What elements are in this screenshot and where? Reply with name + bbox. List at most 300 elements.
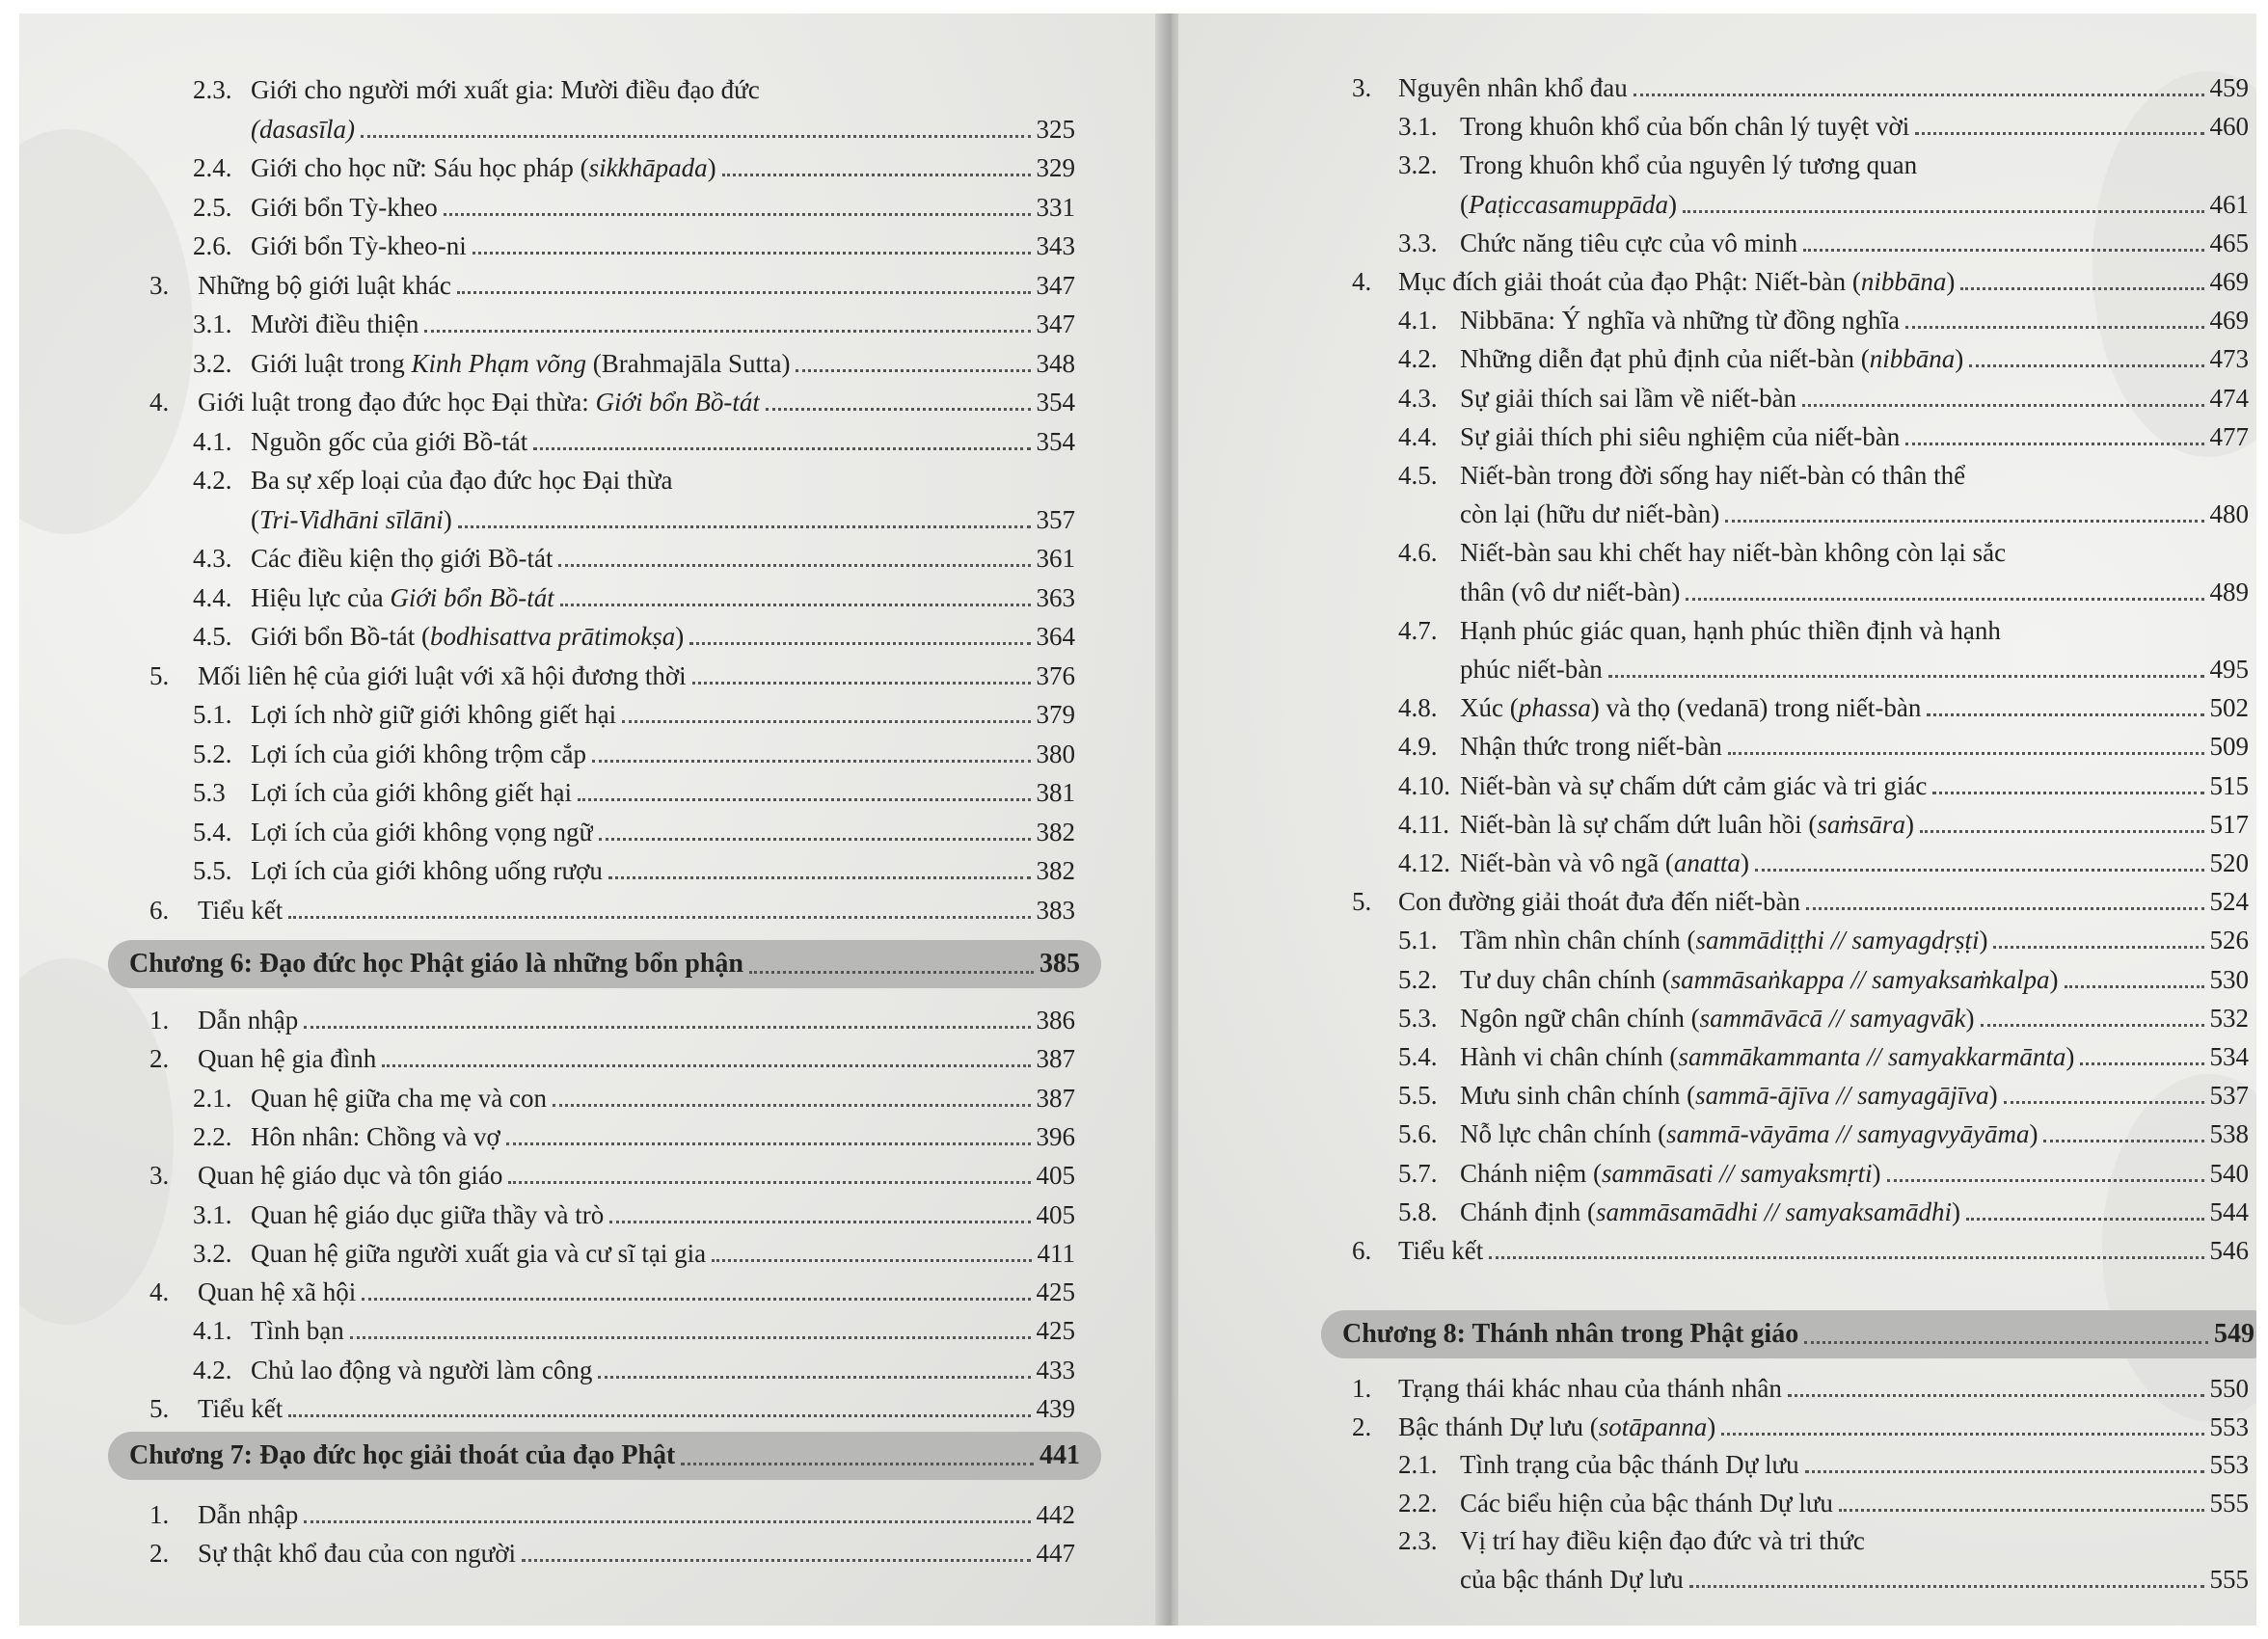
toc-entry-number: 2.1. — [193, 1083, 232, 1113]
toc-entry-page: 459 — [2209, 73, 2249, 102]
toc-entry-page: 520 — [2209, 848, 2249, 877]
toc-entry[interactable] — [193, 1193, 1075, 1231]
toc-entry-number: 5.3 — [193, 778, 226, 807]
toc-entry[interactable] — [193, 185, 1075, 224]
chapter-page: 549 — [2214, 1319, 2254, 1349]
toc-entry-number: 2.1. — [1398, 1450, 1438, 1479]
dot-leader — [622, 718, 1030, 723]
dot-leader — [362, 1296, 1030, 1301]
toc-entry-page: 442 — [1036, 1500, 1075, 1529]
toc-entry[interactable] — [1398, 104, 2249, 143]
toc-entry-number: 1. — [149, 1006, 170, 1034]
toc-entry-title: Lợi ích của giới không giết hại — [251, 778, 572, 807]
dot-leader — [1915, 130, 2203, 135]
toc-entry-page: 433 — [1036, 1355, 1075, 1384]
toc-entry-number: 4.10. — [1398, 770, 1450, 800]
toc-entry-number: 2.2. — [1398, 1488, 1438, 1518]
toc-entry-title: Chức năng tiêu cực của vô minh — [1460, 228, 1798, 257]
chapter-heading[interactable] — [108, 940, 1101, 988]
toc-entry-number: 4.9. — [1398, 732, 1438, 762]
toc-entry-page: 534 — [2209, 1042, 2249, 1071]
toc-entry-number: 5.2. — [193, 739, 232, 768]
toc-entry[interactable] — [149, 380, 1075, 418]
toc-entry-page: 347 — [1036, 270, 1075, 300]
dot-leader — [1608, 673, 2204, 678]
toc-entry-title: Ngôn ngữ chân chính (sammāvācā // samyagvāk) — [1460, 1003, 1975, 1033]
toc-entry-number: 1. — [1352, 1374, 1372, 1403]
toc-entry[interactable] — [1398, 724, 2249, 763]
toc-entry-title: Nguồn gốc của giới Bồ-tát — [251, 426, 528, 456]
right-page — [1178, 13, 2256, 1626]
toc-entry[interactable] — [1398, 1034, 2249, 1073]
toc-entry-page: 495 — [2209, 655, 2249, 684]
toc-entry-continuation[interactable] — [1460, 492, 2249, 530]
toc-entry-page: 387 — [1036, 1044, 1075, 1074]
toc-entry[interactable] — [193, 1348, 1075, 1386]
dot-leader — [508, 1179, 1030, 1184]
toc-entry-page: 348 — [1036, 348, 1075, 378]
toc-entry-title: Giới bổn Tỳ-kheo — [251, 192, 438, 222]
dot-leader — [288, 914, 1030, 919]
toc-entry-number: 6. — [149, 895, 170, 925]
toc-entry[interactable] — [1398, 143, 2249, 181]
toc-entry-page: 387 — [1036, 1083, 1075, 1113]
toc-entry-title: Chánh niệm (sammāsati // samyaksmṛti) — [1460, 1158, 1881, 1188]
toc-entry-page: 480 — [2209, 499, 2249, 529]
toc-entry-page: 343 — [1036, 231, 1075, 260]
toc-entry[interactable] — [1352, 259, 2249, 298]
toc-entry[interactable] — [1398, 1073, 2249, 1112]
toc-entry-title: của bậc thánh Dự lưu — [1460, 1564, 1684, 1594]
toc-entry-number: 4.7. — [1398, 615, 1438, 645]
dot-leader — [1721, 1431, 2203, 1436]
toc-entry-number: 5. — [149, 1394, 170, 1423]
toc-entry-page: 396 — [1036, 1121, 1075, 1151]
toc-entry-number: 5.8. — [1398, 1196, 1438, 1226]
toc-entry-number: 3.2. — [193, 348, 232, 378]
toc-entry-page: 526 — [2209, 926, 2249, 955]
toc-entry[interactable] — [193, 614, 1075, 653]
dot-leader — [2004, 1099, 2204, 1104]
dot-leader — [304, 1024, 1030, 1029]
toc-entry-title: Chủ lao động và người làm công — [251, 1355, 593, 1384]
toc-entry-number: 5.3. — [1398, 1003, 1438, 1033]
toc-entry[interactable] — [1398, 1190, 2249, 1228]
dot-leader — [457, 289, 1031, 294]
toc-entry[interactable] — [149, 1270, 1075, 1308]
toc-entry-page: 383 — [1036, 895, 1075, 925]
toc-entry-title: Tình trạng của bậc thánh Dự lưu — [1460, 1450, 1799, 1479]
toc-entry-page: 553 — [2209, 1450, 2249, 1479]
toc-entry[interactable] — [1398, 802, 2249, 841]
toc-entry-page: 347 — [1036, 309, 1075, 338]
toc-entry-page: 439 — [1036, 1394, 1075, 1423]
dot-leader — [560, 602, 1031, 606]
toc-entry[interactable] — [149, 263, 1075, 302]
toc-entry[interactable] — [193, 341, 1075, 380]
toc-entry-page: 546 — [2209, 1236, 2249, 1265]
toc-entry[interactable] — [1398, 1151, 2249, 1190]
toc-entry-page: 425 — [1036, 1277, 1075, 1307]
dot-leader — [1803, 247, 2203, 252]
toc-entry[interactable] — [193, 302, 1075, 340]
toc-entry-title: Sự giải thích sai lầm về niết-bàn — [1460, 383, 1797, 413]
toc-entry-title: Tiểu kết — [198, 1394, 284, 1423]
toc-entry-title: Tầm nhìn chân chính (sammādiṭṭhi // samyagdṛṣṭi) — [1460, 926, 1988, 955]
dot-leader — [1993, 944, 2203, 949]
toc-entry-title: Chánh định (sammāsamādhi // samyaksamādhi) — [1460, 1196, 1960, 1226]
toc-entry[interactable] — [193, 146, 1075, 184]
toc-entry-page: 544 — [2209, 1196, 2249, 1226]
toc-entry-title: Hiệu lực của Giới bổn Bồ-tát — [251, 582, 554, 612]
toc-entry-title: Lợi ích của giới không trộm cắp — [251, 739, 586, 768]
toc-entry[interactable] — [1398, 685, 2249, 724]
toc-entry-title: Quan hệ gia đình — [198, 1044, 377, 1074]
toc-entry-number: 2.3. — [1398, 1526, 1438, 1555]
toc-entry-number: 5.7. — [1398, 1158, 1438, 1188]
toc-entry[interactable] — [193, 67, 1075, 106]
toc-entry-page: 381 — [1036, 778, 1075, 807]
toc-entry-page: 363 — [1036, 582, 1075, 612]
toc-entry-title: Quan hệ giữa người xuất gia và cư sĩ tại gia — [251, 1238, 707, 1268]
toc-entry-title: Lợi ích của giới không uống rượu — [251, 856, 603, 885]
dot-leader — [1920, 828, 2204, 833]
dot-leader — [749, 969, 1034, 974]
toc-entry-title: Trong khuôn khổ của bốn chân lý tuyệt vời — [1460, 112, 1910, 142]
dot-leader — [2080, 1061, 2203, 1065]
toc-entry[interactable] — [193, 848, 1075, 887]
toc-entry[interactable] — [193, 1231, 1075, 1270]
toc-entry[interactable] — [193, 576, 1075, 614]
toc-entry-page: 477 — [2209, 421, 2249, 451]
toc-entry-number: 2. — [149, 1044, 170, 1074]
dot-leader — [592, 758, 1031, 763]
toc-entry-page: 357 — [1036, 504, 1075, 534]
dot-leader — [692, 680, 1031, 685]
toc-entry-page: 469 — [2209, 267, 2249, 296]
toc-entry-page: 447 — [1036, 1539, 1075, 1568]
toc-entry[interactable] — [149, 998, 1075, 1036]
dot-leader — [1927, 712, 2203, 716]
toc-entry-title: Giới bổn Tỳ-kheo-ni — [251, 231, 467, 260]
dot-leader — [350, 1334, 1031, 1339]
toc-entry[interactable] — [193, 770, 1075, 809]
toc-entry-title: Niết-bàn sau khi chết hay niết-bàn không còn lại sắc — [1460, 538, 2007, 568]
toc-entry-page: 474 — [2209, 383, 2249, 413]
toc-entry[interactable] — [1398, 415, 2249, 453]
toc-entry-number: 3. — [149, 270, 170, 300]
toc-entry-number: 5.4. — [1398, 1042, 1438, 1071]
toc-entry-number: 3.2. — [1398, 150, 1438, 180]
dot-leader — [766, 406, 1031, 411]
toc-entry-number: 4.2. — [193, 1355, 232, 1384]
toc-entry-title: Giới luật trong đạo đức học Đại thừa: Giới bổn Bồ-tát — [198, 388, 760, 416]
toc-entry-number: 2.2. — [193, 1121, 232, 1151]
dot-leader — [1802, 402, 2203, 407]
toc-entry[interactable] — [193, 692, 1075, 731]
toc-entry-number: 3.2. — [193, 1238, 232, 1268]
toc-entry-page: 540 — [2209, 1158, 2249, 1188]
toc-entry[interactable] — [149, 1492, 1075, 1531]
toc-entry-page: 361 — [1036, 544, 1075, 573]
toc-entry-page: 325 — [1036, 114, 1075, 144]
toc-entry-continuation[interactable] — [1460, 1557, 2249, 1596]
toc-entry-page: 555 — [2209, 1488, 2249, 1518]
dot-leader — [712, 1257, 1031, 1262]
toc-entry[interactable] — [149, 1531, 1075, 1570]
toc-entry-title: thân (vô dư niết-bàn) — [1460, 577, 1681, 606]
toc-entry-page: 538 — [2209, 1119, 2249, 1149]
toc-entry-page: 405 — [1036, 1161, 1075, 1191]
dot-leader — [533, 445, 1030, 450]
toc-entry-page: 537 — [2209, 1081, 2249, 1111]
toc-entry-title: (Tri-Vidhāni sīlāni) — [251, 504, 452, 534]
toc-entry-number: 2.6. — [193, 231, 232, 260]
toc-entry-number: 3.1. — [1398, 112, 1438, 142]
toc-entry[interactable] — [1398, 764, 2249, 802]
dot-leader — [1788, 1392, 2204, 1397]
toc-entry[interactable] — [1398, 841, 2249, 879]
toc-entry-page: 405 — [1036, 1199, 1075, 1229]
toc-entry-continuation[interactable] — [1460, 647, 2249, 685]
dot-leader — [1887, 1177, 2204, 1182]
toc-entry[interactable] — [193, 536, 1075, 575]
dot-leader — [1966, 1216, 2204, 1221]
toc-entry-page: 364 — [1036, 622, 1075, 651]
toc-entry-title: Niết-bàn trong đời sống hay niết-bàn có thân thể — [1460, 461, 1966, 490]
toc-entry-title: Trong khuôn khổ của nguyên lý tương quan — [1460, 150, 1918, 180]
toc-entry-page: 502 — [2209, 693, 2249, 723]
toc-entry-title: Quan hệ giữa cha mẹ và con — [251, 1083, 548, 1113]
toc-entry[interactable] — [1352, 1228, 2249, 1267]
toc-entry-number: 2. — [1352, 1411, 1372, 1441]
toc-entry-page: 376 — [1036, 660, 1075, 690]
toc-entry[interactable] — [1398, 1112, 2249, 1150]
toc-entry[interactable] — [1398, 298, 2249, 336]
toc-entry-number: 2. — [149, 1539, 170, 1568]
toc-entry-number: 4. — [1352, 267, 1372, 296]
toc-entry-page: 473 — [2209, 344, 2249, 374]
dot-leader — [1755, 867, 2204, 872]
toc-entry-title: Bậc thánh Dự lưu (sotāpanna) — [1398, 1411, 1716, 1441]
toc-entry-title: Sự thật khổ đau của con người — [198, 1539, 516, 1568]
toc-entry-title: Tiểu kết — [1398, 1236, 1484, 1265]
toc-entry[interactable] — [193, 1076, 1075, 1115]
toc-entry[interactable] — [1398, 957, 2249, 996]
toc-entry[interactable] — [149, 1153, 1075, 1192]
toc-entry-number: 4.5. — [193, 622, 232, 651]
toc-entry-number: 5.1. — [1398, 926, 1438, 955]
toc-entry-number: 5. — [1352, 887, 1372, 917]
toc-entry-number: 4.3. — [1398, 383, 1438, 413]
dot-leader — [2065, 983, 2204, 988]
toc-entry-page: 532 — [2209, 1003, 2249, 1033]
dot-leader — [599, 836, 1030, 841]
toc-entry-title: Những bộ giới luật khác — [198, 270, 451, 300]
toc-entry-page: 515 — [2209, 770, 2249, 800]
toc-entry[interactable] — [1398, 453, 2249, 492]
toc-entry-number: 3. — [149, 1161, 170, 1191]
toc-entry[interactable] — [1398, 918, 2249, 956]
dot-leader — [1686, 596, 2203, 601]
toc-entry[interactable] — [1352, 879, 2249, 918]
toc-entry[interactable] — [1352, 1405, 2249, 1443]
dot-leader — [1805, 1468, 2204, 1473]
toc-entry-page: 460 — [2209, 112, 2249, 142]
toc-entry-number: 2.3. — [193, 75, 232, 104]
toc-entry-page: 469 — [2209, 306, 2249, 336]
dot-leader — [558, 562, 1030, 567]
toc-entry-title: Nhận thức trong niết-bàn — [1460, 732, 1722, 762]
toc-entry-title: còn lại (hữu dư niết-bàn) — [1460, 499, 1720, 529]
dot-leader — [1981, 1022, 2204, 1027]
chapter-page: 441 — [1040, 1440, 1080, 1470]
toc-entry-page: 530 — [2209, 964, 2249, 994]
toc-entry[interactable] — [1398, 376, 2249, 415]
dot-leader — [2043, 1138, 2203, 1142]
toc-entry-title: Giới luật trong Kinh Phạm võng (Brahmajāla Sutta) — [251, 348, 791, 378]
dot-leader — [609, 1219, 1030, 1223]
toc-entry-number: 4. — [149, 1277, 170, 1307]
toc-entry-title: Các điều kiện thọ giới Bồ-tát — [251, 544, 554, 573]
toc-entry-number: 6. — [1352, 1236, 1372, 1265]
toc-entry-page: 553 — [2209, 1411, 2249, 1441]
toc-entry[interactable] — [1398, 1481, 2249, 1519]
toc-entry-title: Con đường giải thoát đưa đến niết-bàn — [1398, 887, 1800, 917]
toc-entry[interactable] — [193, 419, 1075, 458]
toc-entry[interactable] — [1398, 608, 2249, 647]
toc-entry-title: Tiểu kết — [198, 895, 284, 925]
toc-entry[interactable] — [149, 1036, 1075, 1075]
page-ornament — [19, 129, 193, 534]
toc-entry[interactable] — [1398, 336, 2249, 375]
dot-leader — [444, 211, 1031, 216]
dot-leader — [1489, 1254, 2203, 1259]
toc-entry-number: 5.2. — [1398, 964, 1438, 994]
toc-entry-page: 550 — [2209, 1374, 2249, 1403]
dot-leader — [1839, 1507, 2204, 1512]
toc-entry-title: Lợi ích của giới không vọng ngữ — [251, 817, 594, 846]
toc-entry-title: Giới cho người mới xuất gia: Mười điều đạo đức — [251, 75, 760, 104]
toc-entry-page: 461 — [2209, 189, 2249, 219]
toc-entry[interactable] — [1398, 1442, 2249, 1481]
toc-entry-title: Mục đích giải thoát của đạo Phật: Niết-bàn (nibbāna) — [1398, 267, 1956, 296]
toc-entry[interactable] — [193, 458, 1075, 497]
dot-leader — [1969, 363, 2203, 367]
toc-entry-title: Mưu sinh chân chính (sammā-ājīva // samyagājīva) — [1460, 1081, 1998, 1111]
toc-entry-continuation[interactable] — [1460, 182, 2249, 221]
toc-entry-title: phúc niết-bàn — [1460, 655, 1603, 684]
dot-leader — [1634, 92, 2204, 96]
chapter-heading[interactable] — [108, 1432, 1101, 1480]
toc-entry-title: Trạng thái khác nhau của thánh nhân — [1398, 1374, 1782, 1403]
toc-entry[interactable] — [149, 1386, 1075, 1425]
toc-entry[interactable] — [149, 888, 1075, 927]
toc-entry-page: 425 — [1036, 1316, 1075, 1346]
toc-entry-title: Giới bổn Bồ-tát (bodhisattva prātimokṣa) — [251, 622, 685, 651]
toc-entry-continuation[interactable] — [1460, 570, 2249, 608]
toc-entry-page: 411 — [1037, 1238, 1075, 1268]
dot-leader — [1905, 441, 2203, 445]
dot-leader — [304, 1518, 1030, 1523]
toc-entry-page: 517 — [2209, 809, 2249, 839]
toc-entry-title: Hôn nhân: Chồng và vợ — [251, 1121, 500, 1151]
toc-entry[interactable] — [1352, 1366, 2249, 1405]
toc-entry-title: Tình bạn — [251, 1316, 344, 1346]
chapter-heading[interactable] — [1321, 1310, 2256, 1358]
dot-leader — [1683, 208, 2204, 213]
toc-entry-number: 4.12. — [1398, 848, 1450, 877]
toc-entry[interactable] — [193, 732, 1075, 770]
toc-entry[interactable] — [1398, 221, 2249, 259]
dot-leader — [506, 1141, 1031, 1145]
toc-entry-page: 382 — [1036, 856, 1075, 885]
dot-leader — [1806, 905, 2204, 910]
dot-leader — [722, 172, 1031, 176]
toc-entry-continuation[interactable] — [251, 107, 1075, 146]
toc-entry-page: 380 — [1036, 739, 1075, 768]
dot-leader — [553, 1102, 1030, 1107]
toc-entry[interactable] — [193, 224, 1075, 262]
toc-entry[interactable] — [1398, 1518, 2249, 1557]
toc-entry-number: 4.6. — [1398, 538, 1438, 568]
dot-leader — [598, 1374, 1030, 1379]
toc-entry-number: 2.4. — [193, 153, 232, 182]
toc-entry-number: 3.3. — [1398, 228, 1438, 257]
toc-entry[interactable] — [193, 810, 1075, 848]
toc-entry-number: 4.1. — [193, 1316, 232, 1346]
toc-entry-title: Sự giải thích phi siêu nghiệm của niết-bàn — [1460, 421, 1901, 451]
toc-entry-number: 4.3. — [193, 544, 232, 573]
toc-entry-title: Dẫn nhập — [198, 1006, 299, 1034]
toc-entry[interactable] — [1398, 530, 2249, 569]
left-page — [19, 13, 1169, 1626]
toc-entry-number: 4.1. — [1398, 306, 1438, 336]
toc-entry-title: Mối liên hệ của giới luật với xã hội đương thời — [198, 660, 687, 690]
toc-entry[interactable] — [149, 654, 1075, 692]
toc-entry-number: 5.5. — [193, 856, 232, 885]
chapter-title: Chương 6: Đạo đức học Phật giáo là những bổn phận — [129, 949, 743, 979]
dot-leader — [796, 367, 1030, 372]
toc-entry-title: Nguyên nhân khổ đau — [1398, 73, 1628, 102]
dot-leader — [681, 1461, 1034, 1465]
toc-entry-title: Nỗ lực chân chính (sammā-vāyāma // samyagvyāyāma) — [1460, 1119, 2038, 1149]
toc-entry-number: 4.2. — [193, 466, 232, 495]
toc-entry-number: 3.1. — [193, 1199, 232, 1229]
toc-entry-page: 331 — [1036, 192, 1075, 222]
toc-entry-title: Quan hệ giáo dục giữa thầy và trò — [251, 1199, 605, 1229]
toc-entry-title: Tư duy chân chính (sammāsaṅkappa // samyaksaṁkalpa) — [1460, 964, 2059, 994]
toc-entry[interactable] — [1398, 996, 2249, 1034]
toc-entry[interactable] — [193, 1308, 1075, 1347]
toc-entry-number: 5.5. — [1398, 1081, 1438, 1111]
dot-leader — [522, 1557, 1031, 1562]
dot-leader — [361, 133, 1031, 138]
toc-entry-title: Xúc (phassa) và thọ (vedanā) trong niết-bàn — [1460, 693, 1922, 723]
toc-entry[interactable] — [1352, 66, 2249, 104]
chapter-page: 385 — [1040, 949, 1080, 979]
toc-entry-title: Niết-bàn là sự chấm dứt luân hồi (saṁsāra) — [1460, 809, 1914, 839]
toc-entry-page: 382 — [1036, 817, 1075, 846]
toc-entry-title: Các biểu hiện của bậc thánh Dự lưu — [1460, 1488, 1833, 1518]
toc-entry-title: Nibbāna: Ý nghĩa và những từ đồng nghĩa — [1460, 306, 1900, 336]
chapter-title: Chương 8: Thánh nhân trong Phật giáo — [1342, 1319, 1799, 1349]
toc-entry[interactable] — [193, 1115, 1075, 1153]
dot-leader — [382, 1062, 1030, 1067]
toc-entry-page: 509 — [2209, 732, 2249, 762]
toc-entry-page: 354 — [1036, 426, 1075, 456]
toc-entry-continuation[interactable] — [251, 497, 1075, 536]
